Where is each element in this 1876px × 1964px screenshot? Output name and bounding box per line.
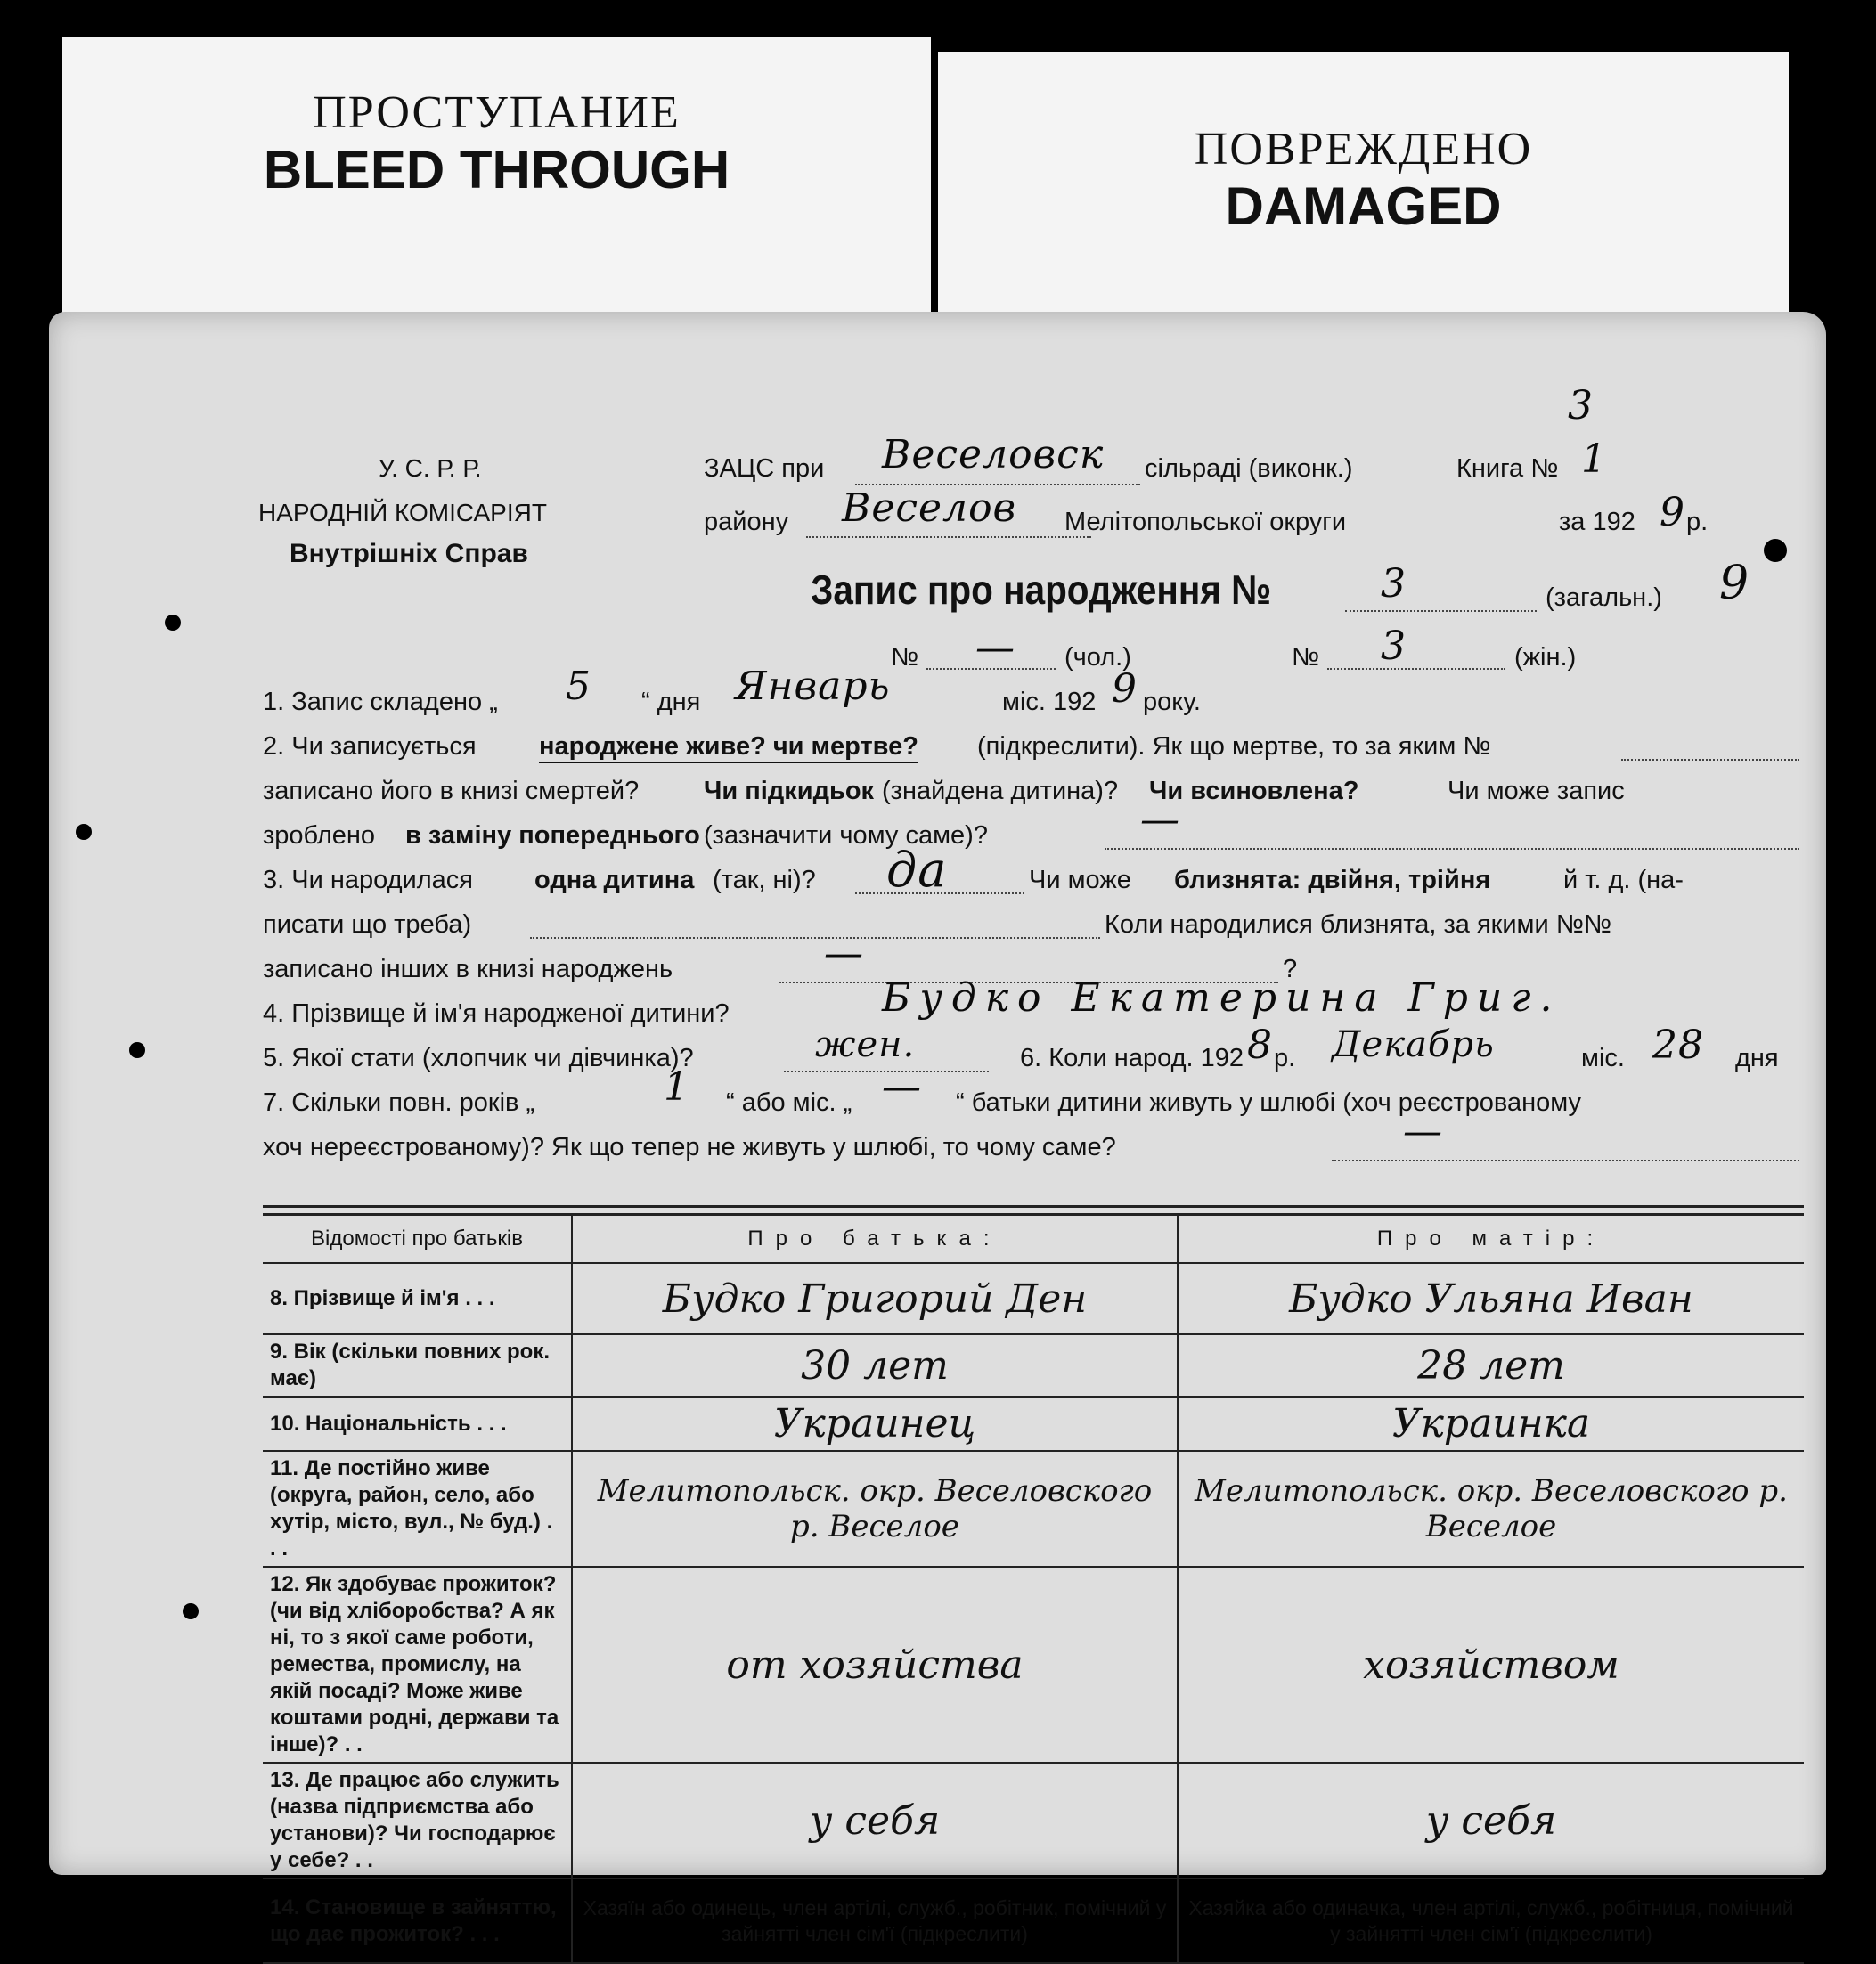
damaged-ru: ПОВРЕЖДЕНО — [1194, 124, 1533, 175]
q3-prefix: 3. Чи народилася — [263, 866, 473, 894]
row-label: 14. Становище в зайняттю, що дає прожиток? . . . — [263, 1878, 572, 1963]
general-no-value: 3 — [1381, 561, 1407, 607]
q2c-suffix: (зазначити чому саме)? — [704, 821, 988, 850]
kniga-value: 1 — [1581, 436, 1607, 482]
q1-prefix: 1. Запис складено „ — [263, 688, 498, 716]
q6-r: р. — [1274, 1044, 1296, 1072]
row-label: 8. Прізвище й ім'я . . . — [263, 1263, 572, 1334]
commissariat-label: НАРОДНІЙ КОМІСАРІЯТ — [258, 499, 547, 526]
silradi-label: сільраді (виконк.) — [1145, 454, 1353, 483]
row-label: 9. Вік (скільки повних рок. має) — [263, 1334, 572, 1397]
damaged-tag — [938, 52, 1789, 335]
margin-number: 9 — [1719, 557, 1750, 610]
row-label: 13. Де працює або служить (назва підприємства або установи)? Чи господарює у себе? . . — [263, 1763, 572, 1878]
header-mother: Про матір: — [1178, 1216, 1804, 1263]
internal-affairs-label: Внутрішніх Справ — [290, 539, 528, 568]
q2c-value: — — [1140, 797, 1180, 843]
row-label: 11. Де постійно живе (округа, район, село, або хутір, місто, вул., № буд.) . . . — [263, 1451, 572, 1567]
mother-value: Будко Ульяна Иван — [1178, 1263, 1804, 1334]
mother-value: Мелитопольск. окр. Веселовского р. Веселое — [1178, 1451, 1804, 1567]
kniga-label: Книга № — [1456, 454, 1559, 483]
q7-months: — — [882, 1064, 922, 1110]
q7b-prefix: хоч нереєстрованому)? Як що тепер не живуть у шлюбі, то чому саме? — [263, 1133, 1116, 1161]
q2c-dots — [1105, 848, 1799, 850]
q3-one-child: одна дитина — [534, 866, 695, 894]
q1-mis: міс. 192 — [1002, 688, 1097, 716]
q6-month: Декабрь — [1332, 1024, 1495, 1065]
punch-hole — [129, 1042, 145, 1058]
bleed-through-tag — [62, 37, 931, 322]
general-label: (загальн.) — [1546, 583, 1662, 612]
q2c-prefix: зроблено — [263, 821, 376, 850]
q7-suffix: “ батьки дитини живуть у шлюбі (хоч реєстрованому — [956, 1088, 1581, 1117]
table-row — [263, 1567, 1804, 1763]
female-no-label: № — [1292, 643, 1320, 672]
father-value: Будко Григорий Ден — [572, 1263, 1178, 1334]
q3-twins: близнята: двійня, трійня — [1174, 866, 1491, 894]
birth-record-sheet — [49, 312, 1826, 1946]
q2b-adopted: Чи всиновлена? — [1149, 777, 1359, 805]
row-label: 10. Національність . . . — [263, 1397, 572, 1451]
q2-suffix: (підкреслити). Як що мертве, то за яким № — [977, 732, 1491, 761]
q7-mis: “ або міс. „ — [726, 1088, 852, 1117]
damaged-en: DAMAGED — [1225, 176, 1502, 236]
bleed-through-ru: ПРОСТУПАНИЕ — [313, 87, 681, 138]
q3c-value: — — [824, 931, 864, 976]
male-label: (чол.) — [1064, 643, 1131, 672]
female-no-dots — [1327, 668, 1505, 670]
q2c-replace: в заміну попереднього — [405, 821, 700, 850]
q2-prefix: 2. Чи записується — [263, 732, 477, 761]
q2b-prefix: записано його в книзі смертей? — [263, 777, 640, 805]
table-row — [263, 1451, 1804, 1567]
q1-day: 5 — [566, 664, 591, 709]
bleed-through-en: BLEED THROUGH — [263, 140, 730, 200]
q6-day: 28 — [1652, 1023, 1704, 1068]
q1-dnya: “ дня — [641, 688, 701, 716]
punch-hole — [165, 615, 181, 631]
okruhy-label: Мелітопольської округи — [1064, 508, 1347, 536]
mother-value: Украинка — [1178, 1397, 1804, 1451]
q6-prefix: 6. Коли народ. 192 — [1020, 1044, 1244, 1072]
punch-hole — [76, 824, 92, 840]
row-label: 12. Як здобуває прожиток? (чи від хліборобства? А як ні, то з якої саме роботи, ремества, промислу, на якій посаді? Може живе коштами родні, держави та інше)? . . — [263, 1567, 572, 1763]
punch-hole — [1764, 539, 1787, 562]
usrr-label: У. С. Р. Р. — [379, 454, 482, 482]
q4-prefix: 4. Прізвище й ім'я народженої дитини? — [263, 999, 730, 1028]
q3c-suffix: ? — [1283, 955, 1298, 983]
q7-prefix: 7. Скільки повн. років „ — [263, 1088, 535, 1117]
q3b-prefix: писати що треба) — [263, 910, 472, 939]
q3c-prefix: записано інших в книзі народжень — [263, 955, 673, 983]
q2b-suffix: Чи може запис — [1448, 777, 1625, 805]
father-value: у себя — [572, 1763, 1178, 1878]
q6-dnya: дня — [1735, 1044, 1779, 1072]
male-no-label: № — [891, 643, 919, 672]
rayonu-dots — [806, 536, 1091, 538]
q1-month: Январь — [735, 664, 891, 709]
mother-occupation-options: Хазяйка або одиначка, член артілі, служб., робітниця, помічний у зайнятті член сім'ї (підкреслити) — [1178, 1878, 1804, 1963]
q3b-dots — [530, 937, 1100, 939]
table-row — [263, 1878, 1804, 1963]
q3-maybe: Чи може — [1029, 866, 1131, 894]
mother-value: 28 лет — [1178, 1334, 1804, 1397]
punch-hole — [183, 1603, 199, 1619]
q7b-value: — — [1403, 1109, 1443, 1154]
general-no-dots — [1345, 610, 1537, 612]
q7b-dots — [1332, 1160, 1799, 1161]
q5-sex: жен. — [815, 1024, 916, 1065]
za-year-value: 9 — [1660, 490, 1685, 535]
table-row — [263, 1334, 1804, 1397]
kniga-top-number: 3 — [1568, 383, 1594, 428]
father-value: 30 лет — [572, 1334, 1178, 1397]
zags-value: Веселовск — [882, 432, 1105, 477]
male-no-value: — — [975, 625, 1015, 671]
record-title: Запис про народження № — [811, 566, 1272, 613]
mother-value: хозяйством — [1178, 1567, 1804, 1763]
father-value: от хозяйства — [572, 1567, 1178, 1763]
q2-dots — [1621, 759, 1799, 761]
table-row — [263, 1263, 1804, 1334]
father-value: Мелитопольск. окр. Веселовского р. Веселое — [572, 1451, 1178, 1567]
section-divider — [263, 1205, 1804, 1216]
q6-year: 8 — [1247, 1023, 1273, 1068]
father-occupation-options: Хазяїн або одинець, член артілі, служб., робітник, помічний у зайнятті член сім'ї (підкреслити) — [572, 1878, 1178, 1963]
q3-suffix: й т. д. (на- — [1563, 866, 1684, 894]
q2b-found: (знайдена дитина)? — [882, 777, 1119, 805]
q3b-suffix: Коли народилися близнята, за якими №№ — [1105, 910, 1611, 939]
q1-roku: року. — [1143, 688, 1201, 716]
rayonu-label: району — [704, 508, 789, 536]
female-no-value: 3 — [1381, 623, 1407, 669]
table-row — [263, 1397, 1804, 1451]
zags-label: ЗАЦС при — [704, 454, 825, 483]
table-row — [263, 1763, 1804, 1878]
header-father: Про батька: — [572, 1216, 1178, 1263]
za-year-r: р. — [1686, 508, 1709, 536]
q5-prefix: 5. Якої стати (хлопчик чи дівчинка)? — [263, 1044, 694, 1072]
rayonu-value: Веселов — [842, 485, 1017, 531]
q3-yesno: (так, ні)? — [713, 866, 816, 894]
q3-value: да — [886, 842, 948, 898]
parents-table — [263, 1216, 1804, 1964]
q4-child-name: Будко Екатерина Григ. — [882, 975, 1562, 1021]
header-label: Відомості про батьків — [263, 1216, 572, 1263]
mother-value: у себя — [1178, 1763, 1804, 1878]
q2b-foundling: Чи підкидьок — [704, 777, 875, 805]
table-header-row — [263, 1216, 1804, 1263]
female-label: (жін.) — [1514, 643, 1577, 672]
q2-alive-dead: народжене живе? чи мертве? — [539, 732, 918, 763]
q1-year: 9 — [1112, 666, 1138, 712]
q6-mis: міс. — [1581, 1044, 1625, 1072]
father-value: Украинец — [572, 1397, 1178, 1451]
za-year-label: за 192 — [1559, 508, 1635, 536]
q7-years: 1 — [664, 1064, 689, 1110]
